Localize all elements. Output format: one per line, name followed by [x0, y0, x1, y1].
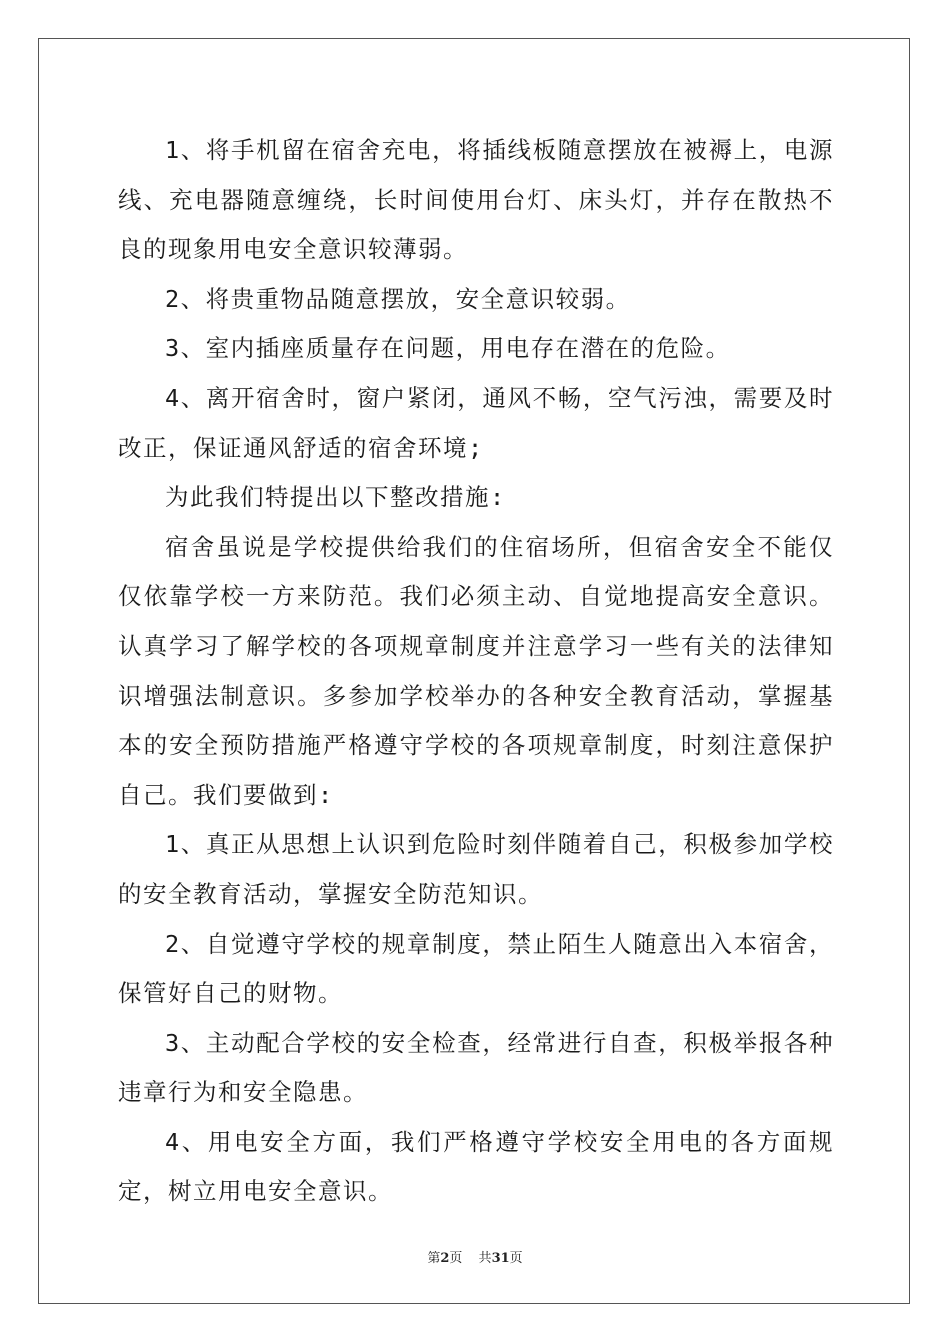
paragraph-issue-2: 2、将贵重物品随意摆放，安全意识较弱。 [165, 284, 631, 313]
paragraph-measure-2: 2、自觉遵守学校的规章制度，禁止陌生人随意出入本宿舍，保管好自己的财物。 [118, 929, 834, 1008]
total-suffix: 页 [509, 1251, 523, 1266]
paragraph-measure-4: 4、用电安全方面，我们严格遵守学校安全用电的各方面规定，树立用电安全意识。 [118, 1127, 834, 1206]
page-indicator [427, 1251, 462, 1266]
paragraph-issue-1: 1、将手机留在宿舍充电，将插线板随意摆放在被褥上，电源线、充电器随意缠绕，长时间使用台灯、床头灯，并存在散热不良的现象用电安全意识较薄弱。 [118, 136, 834, 264]
page-footer [0, 1247, 950, 1266]
page-prefix: 第 [427, 1251, 441, 1266]
paragraph-measures-intro: 为此我们特提出以下整改措施: [165, 483, 506, 512]
total-indicator [479, 1251, 523, 1266]
paragraph-issue-4: 4、离开宿舍时，窗户紧闭，通风不畅，空气污浊，需要及时改正，保证通风舒适的宿舍环境; [118, 383, 834, 462]
total-pages: 31 [491, 1251, 510, 1266]
document-body [118, 126, 834, 1217]
paragraph-measure-3: 3、主动配合学校的安全检查，经常进行自查，积极举报各种违章行为和安全隐患。 [118, 1028, 834, 1107]
paragraph-measures-body: 宿舍虽说是学校提供给我们的住宿场所，但宿舍安全不能仅仅依靠学校一方来防范。我们必须主动、自觉地提高安全意识。认真学习了解学校的各项规章制度并注意学习一些有关的法律知识增强法制意识。多参加学校举办的各种安全教育活动，掌握基本的安全预防措施严格遵守学校的各项规章制度，时刻注意保护自己。我们要做到: [118, 532, 834, 809]
paragraph-measure-1: 1、真正从思想上认识到危险时刻伴随着自己，积极参加学校的安全教育活动，掌握安全防范知识。 [118, 830, 834, 908]
total-prefix: 共 [478, 1251, 492, 1266]
page-number: 2 [440, 1251, 450, 1266]
page-suffix: 页 [449, 1251, 463, 1266]
paragraph-issue-3: 3、室内插座质量存在问题，用电存在潜在的危险。 [165, 334, 731, 363]
